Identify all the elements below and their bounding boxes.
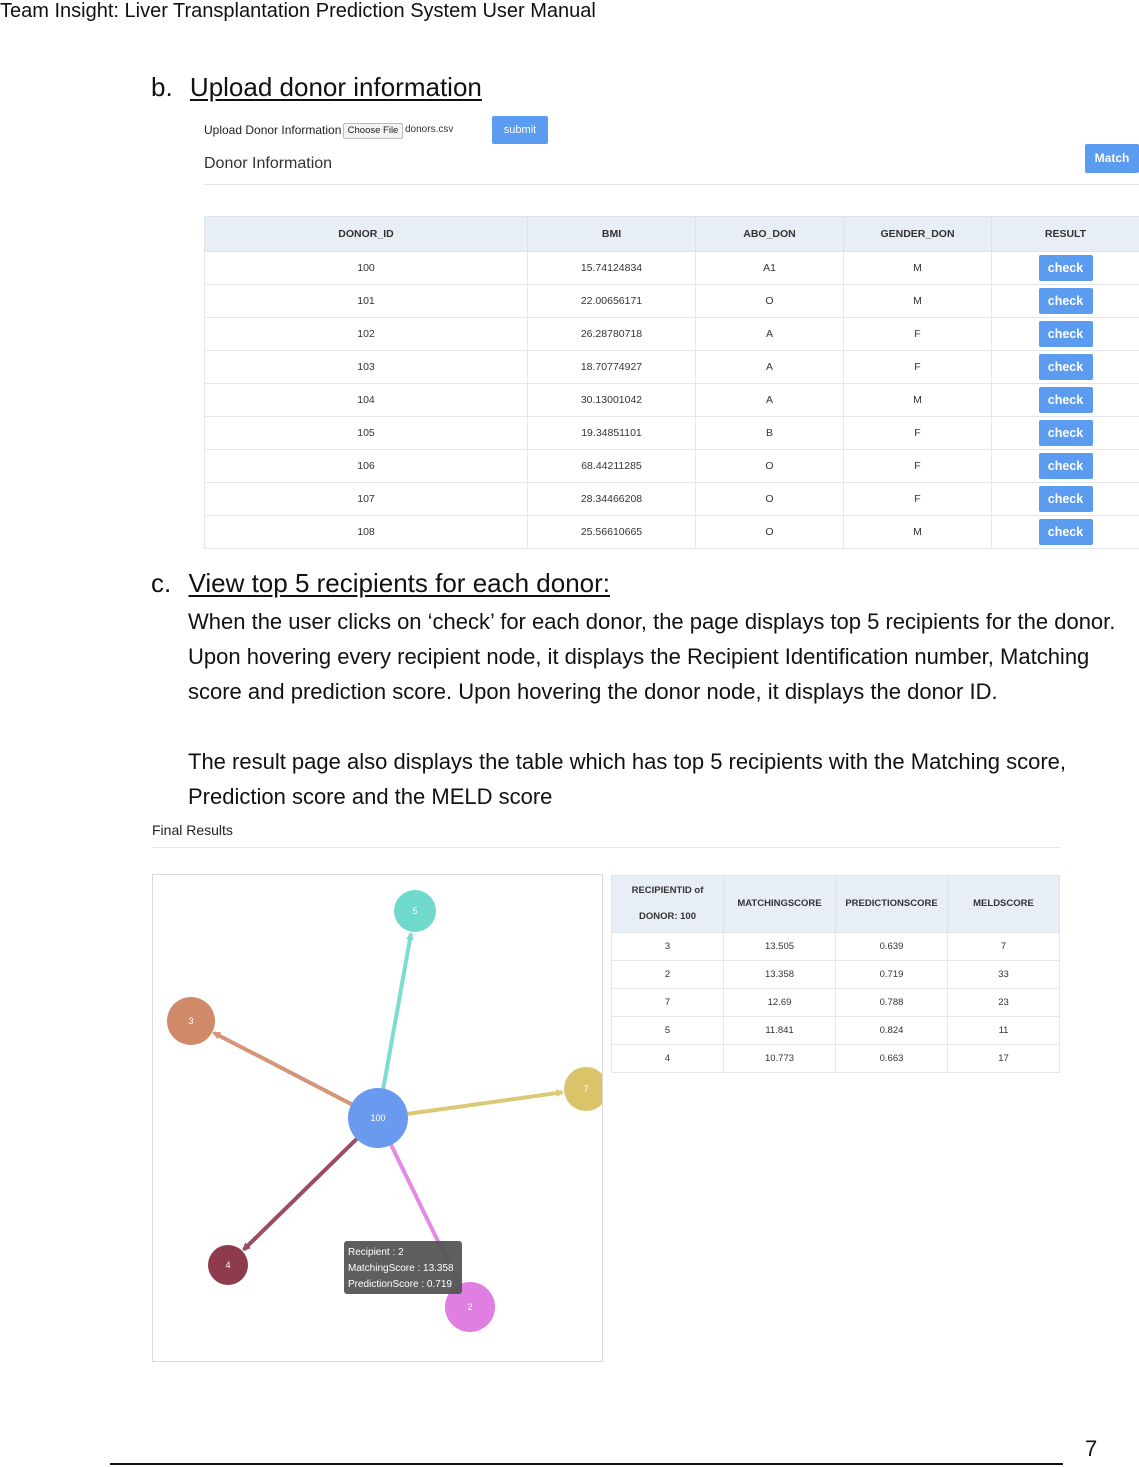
donor-id-cell: 105	[205, 417, 528, 450]
col-meld-score: MELDSCORE	[948, 876, 1060, 933]
recipient-node-label: 3	[188, 1016, 194, 1026]
tooltip-line-1: Recipient : 2	[348, 1247, 404, 1258]
donor-info-title: Donor Information	[204, 155, 333, 172]
recipient-tooltip	[344, 1241, 462, 1294]
result-cell	[992, 318, 1139, 351]
section-b-title: Upload donor information	[189, 72, 482, 102]
bmi-cell: 15.74124834	[528, 252, 696, 285]
col-recipient-line-1: RECIPIENTID of	[631, 885, 704, 896]
donor-id-cell: 106	[205, 450, 528, 483]
tooltip-line-2: MatchingScore : 13.358	[348, 1263, 454, 1274]
table-row	[612, 1017, 1060, 1045]
matching-score-cell: 13.358	[724, 961, 836, 989]
bmi-cell: 18.70774927	[528, 351, 696, 384]
prediction-score-cell: 0.719	[836, 961, 948, 989]
check-button[interactable]: check	[1039, 519, 1093, 545]
matching-score-cell: 13.505	[724, 933, 836, 961]
results-table	[611, 875, 1060, 1073]
graph-edge	[408, 1092, 563, 1114]
check-button[interactable]: check	[1039, 453, 1093, 479]
bmi-cell: 25.56610665	[528, 516, 696, 549]
matching-score-cell: 12.69	[724, 989, 836, 1017]
col-result: RESULT	[992, 217, 1139, 252]
recipient-node-label: 5	[412, 906, 418, 916]
donor-table-header	[205, 217, 1139, 252]
bmi-cell: 19.34851101	[528, 417, 696, 450]
abo-cell: O	[696, 516, 844, 549]
result-cell	[992, 252, 1139, 285]
footer-rule	[110, 1463, 1063, 1465]
result-cell	[992, 351, 1139, 384]
gender-cell: F	[844, 417, 992, 450]
recipient-id-cell: 3	[612, 933, 724, 961]
submit-button[interactable]: submit	[492, 116, 548, 144]
abo-cell: O	[696, 450, 844, 483]
meld-score-cell: 7	[948, 933, 1060, 961]
page-number: 7	[1085, 1436, 1098, 1461]
section-b-heading	[151, 72, 482, 103]
prediction-score-cell: 0.824	[836, 1017, 948, 1045]
section-c-paragraph-1: When the user clicks on ‘check’ for each donor, the page displays top 5 recipients for the donor. Upon hovering every recipient node, it displays the Recipient Identification number, Matching score and prediction score. Upon hovering the donor node, it displays the donor ID.	[188, 609, 1116, 704]
table-row	[205, 384, 1139, 417]
col-prediction-score: PREDICTIONSCORE	[836, 876, 948, 933]
col-donor-id: DONOR_ID	[205, 217, 528, 252]
tooltip-line-3: PredictionScore : 0.719	[348, 1279, 452, 1290]
prediction-score-cell: 0.663	[836, 1045, 948, 1073]
bmi-cell: 22.00656171	[528, 285, 696, 318]
graph-edge	[244, 1139, 357, 1250]
recipient-id-cell: 7	[612, 989, 724, 1017]
abo-cell: A	[696, 318, 844, 351]
gender-cell: F	[844, 351, 992, 384]
donor-id-cell: 100	[205, 252, 528, 285]
table-row	[205, 318, 1139, 351]
gender-cell: F	[844, 450, 992, 483]
gender-cell: M	[844, 516, 992, 549]
choose-file-button[interactable]: Choose File	[343, 123, 403, 139]
table-row	[612, 1045, 1060, 1073]
table-row	[205, 252, 1139, 285]
table-row	[612, 989, 1060, 1017]
bmi-cell: 30.13001042	[528, 384, 696, 417]
result-cell	[992, 285, 1139, 318]
bmi-cell: 28.34466208	[528, 483, 696, 516]
matching-score-cell: 11.841	[724, 1017, 836, 1045]
match-button[interactable]: Match	[1085, 144, 1139, 173]
donor-id-cell: 103	[205, 351, 528, 384]
recipient-node-label: 7	[583, 1084, 589, 1094]
graph-edge	[214, 1033, 351, 1104]
check-button[interactable]: check	[1039, 321, 1093, 347]
section-c-paragraph-2: The result page also displays the table which has top 5 recipients with the Matching score, Prediction score and the MELD score	[188, 749, 1067, 809]
meld-score-cell: 17	[948, 1045, 1060, 1073]
recipient-id-cell: 4	[612, 1045, 724, 1073]
network-graph-svg	[153, 875, 602, 1361]
gender-cell: M	[844, 384, 992, 417]
check-button[interactable]: check	[1039, 486, 1093, 512]
gender-cell: M	[844, 285, 992, 318]
section-b-letter: b.	[151, 72, 173, 102]
section-c-title: View top 5 recipients for each donor:	[188, 568, 611, 598]
meld-score-cell: 23	[948, 989, 1060, 1017]
col-matching-score: MATCHINGSCORE	[724, 876, 836, 933]
abo-cell: A	[696, 384, 844, 417]
result-cell	[992, 384, 1139, 417]
result-cell	[992, 450, 1139, 483]
divider	[204, 184, 1139, 185]
section-c-heading	[151, 568, 610, 599]
section-c-letter: c.	[151, 568, 172, 598]
donor-id-cell: 104	[205, 384, 528, 417]
recipient-id-cell: 2	[612, 961, 724, 989]
matching-score-cell: 10.773	[724, 1045, 836, 1073]
prediction-score-cell: 0.788	[836, 989, 948, 1017]
result-cell	[992, 417, 1139, 450]
graph-edge	[383, 934, 411, 1089]
check-button[interactable]: check	[1039, 288, 1093, 314]
table-row	[612, 933, 1060, 961]
check-button[interactable]: check	[1039, 420, 1093, 446]
file-name: donors.csv	[405, 124, 454, 135]
divider	[152, 847, 1060, 848]
col-recipient-line-2: DONOR: 100	[638, 911, 696, 922]
donor-id-cell: 101	[205, 285, 528, 318]
table-row	[205, 417, 1139, 450]
table-row	[612, 961, 1060, 989]
table-row	[205, 351, 1139, 384]
donor-id-cell: 108	[205, 516, 528, 549]
prediction-score-cell: 0.639	[836, 933, 948, 961]
result-cell	[992, 483, 1139, 516]
abo-cell: A	[696, 351, 844, 384]
table-row	[205, 450, 1139, 483]
col-bmi: BMI	[528, 217, 696, 252]
abo-cell: O	[696, 285, 844, 318]
gender-cell: F	[844, 483, 992, 516]
table-row	[205, 516, 1139, 549]
meld-score-cell: 11	[948, 1017, 1060, 1045]
check-button[interactable]: check	[1039, 255, 1093, 281]
gender-cell: F	[844, 318, 992, 351]
table-row	[205, 483, 1139, 516]
check-button[interactable]: check	[1039, 354, 1093, 380]
bmi-cell: 68.44211285	[528, 450, 696, 483]
recipient-node-label: 2	[467, 1302, 473, 1312]
bmi-cell: 26.28780718	[528, 318, 696, 351]
donor-id-cell: 102	[205, 318, 528, 351]
table-row	[205, 285, 1139, 318]
abo-cell: A1	[696, 252, 844, 285]
recipient-node-label: 4	[225, 1260, 231, 1270]
donor-table	[204, 216, 1139, 549]
recipient-id-cell: 5	[612, 1017, 724, 1045]
result-cell	[992, 516, 1139, 549]
network-graph	[152, 874, 603, 1362]
upload-label: Upload Donor Information	[204, 123, 342, 137]
final-results-title: Final Results	[152, 822, 233, 838]
donor-id-cell: 107	[205, 483, 528, 516]
col-gender: GENDER_DON	[844, 217, 992, 252]
abo-cell: B	[696, 417, 844, 450]
document-header: Team Insight: Liver Transplantation Prediction System User Manual	[0, 0, 596, 22]
col-recipient-id	[612, 876, 724, 933]
abo-cell: O	[696, 483, 844, 516]
meld-score-cell: 33	[948, 961, 1060, 989]
donor-node-label: 100	[370, 1113, 386, 1123]
gender-cell: M	[844, 252, 992, 285]
results-table-header	[612, 876, 1060, 933]
check-button[interactable]: check	[1039, 387, 1093, 413]
col-abo: ABO_DON	[696, 217, 844, 252]
